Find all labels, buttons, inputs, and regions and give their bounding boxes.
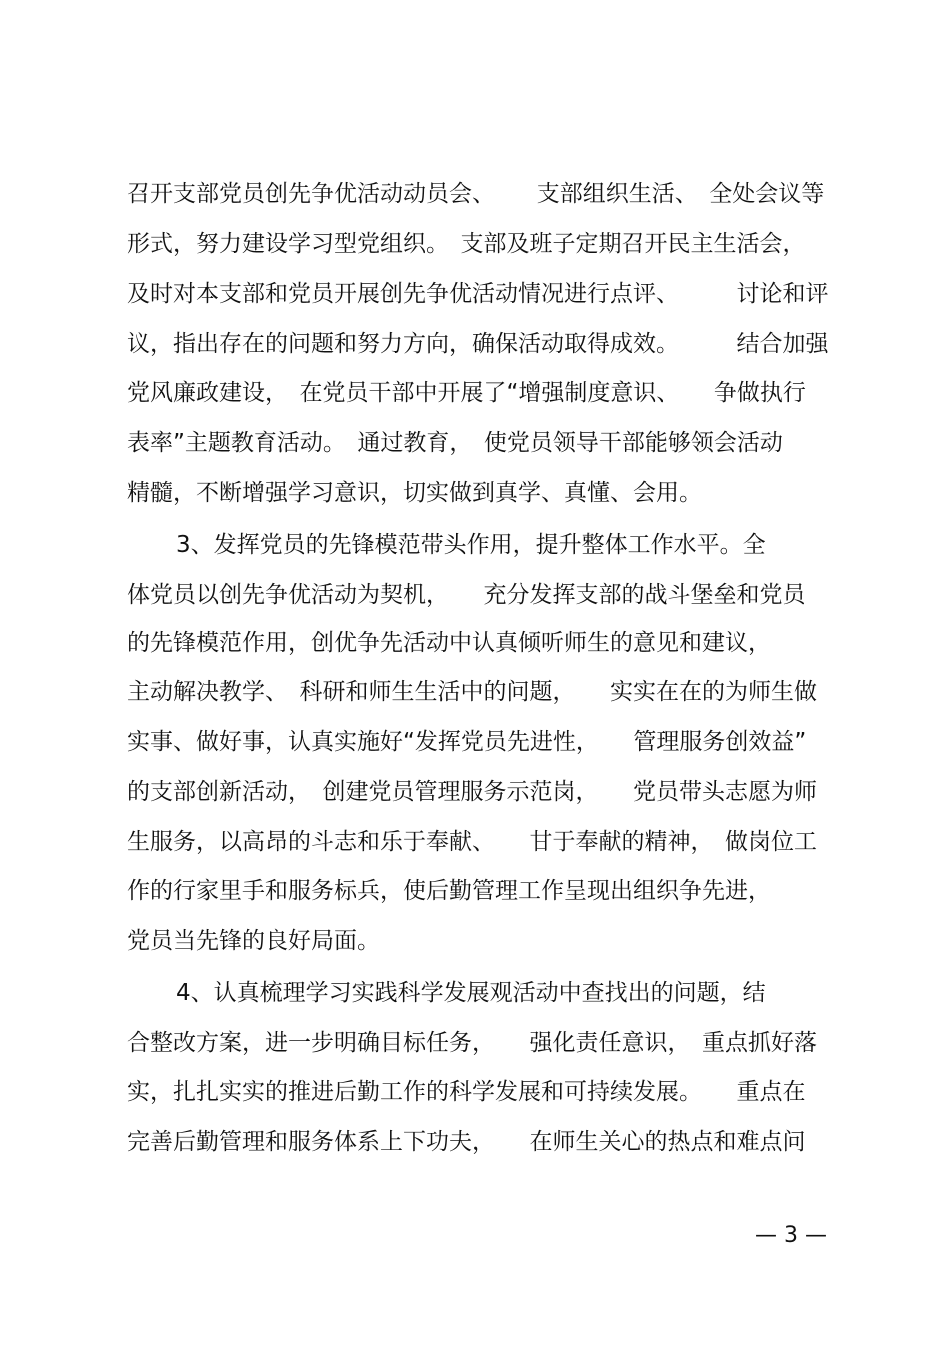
text-line: 的先锋模范作用，创优争先活动中认真倾听师生的意见和建议，: [127, 630, 771, 656]
text-line: 召开支部党员创先争优活动动员会、 支部组织生活、 全处会议等: [127, 181, 825, 207]
text-line: 表率”主题教育活动。 通过教育， 使党员领导干部能够领会活动: [127, 430, 783, 456]
text-line: 作的行家里手和服务标兵，使后勤管理工作呈现出组织争先进，: [127, 878, 771, 904]
text-line: 完善后勤管理和服务体系上下功夫， 在师生关心的热点和难点问: [127, 1129, 806, 1155]
text-line: 精髓，不断增强学习意识，切实做到真学、真懂、会用。: [127, 480, 702, 506]
text-line: 议，指出存在的问题和努力方向，确保活动取得成效。 结合加强: [127, 331, 829, 357]
text-line: 形式，努力建设学习型党组织。 支部及班子定期召开民主生活会，: [127, 231, 806, 257]
text-line: 合整改方案，进一步明确目标任务， 强化责任意识， 重点抓好落: [127, 1030, 817, 1056]
text-line: 生服务，以高昂的斗志和乐于奉献、 甘于奉献的精神， 做岗位工: [127, 829, 817, 855]
page-number: — 3 —: [755, 1223, 827, 1248]
text-line: 党风廉政建设， 在党员干部中开展了“增强制度意识、 争做执行: [127, 380, 806, 406]
text-line: 体党员以创先争优活动为契机， 充分发挥支部的战斗堡垒和党员: [127, 582, 806, 608]
text-line: 党员当先锋的良好局面。: [127, 928, 380, 954]
text-line: 主动解决教学、 科研和师生生活中的问题， 实实在在的为师生做: [127, 679, 817, 705]
text-line: 实，扎扎实实的推进后勤工作的科学发展和可持续发展。 重点在: [127, 1079, 806, 1105]
text-line: 3、发挥党员的先锋模范带头作用，提升整体工作水平。全: [176, 532, 766, 558]
text-line: 及时对本支部和党员开展创先争优活动情况进行点评、 讨论和评: [127, 281, 829, 307]
text-line: 4、认真梳理学习实践科学发展观活动中查找出的问题，结: [176, 980, 766, 1006]
text-line: 实事、做好事，认真实施好“发挥党员先进性， 管理服务创效益”: [127, 729, 807, 755]
text-line: 的支部创新活动， 创建党员管理服务示范岗， 党员带头志愿为师: [127, 779, 817, 805]
